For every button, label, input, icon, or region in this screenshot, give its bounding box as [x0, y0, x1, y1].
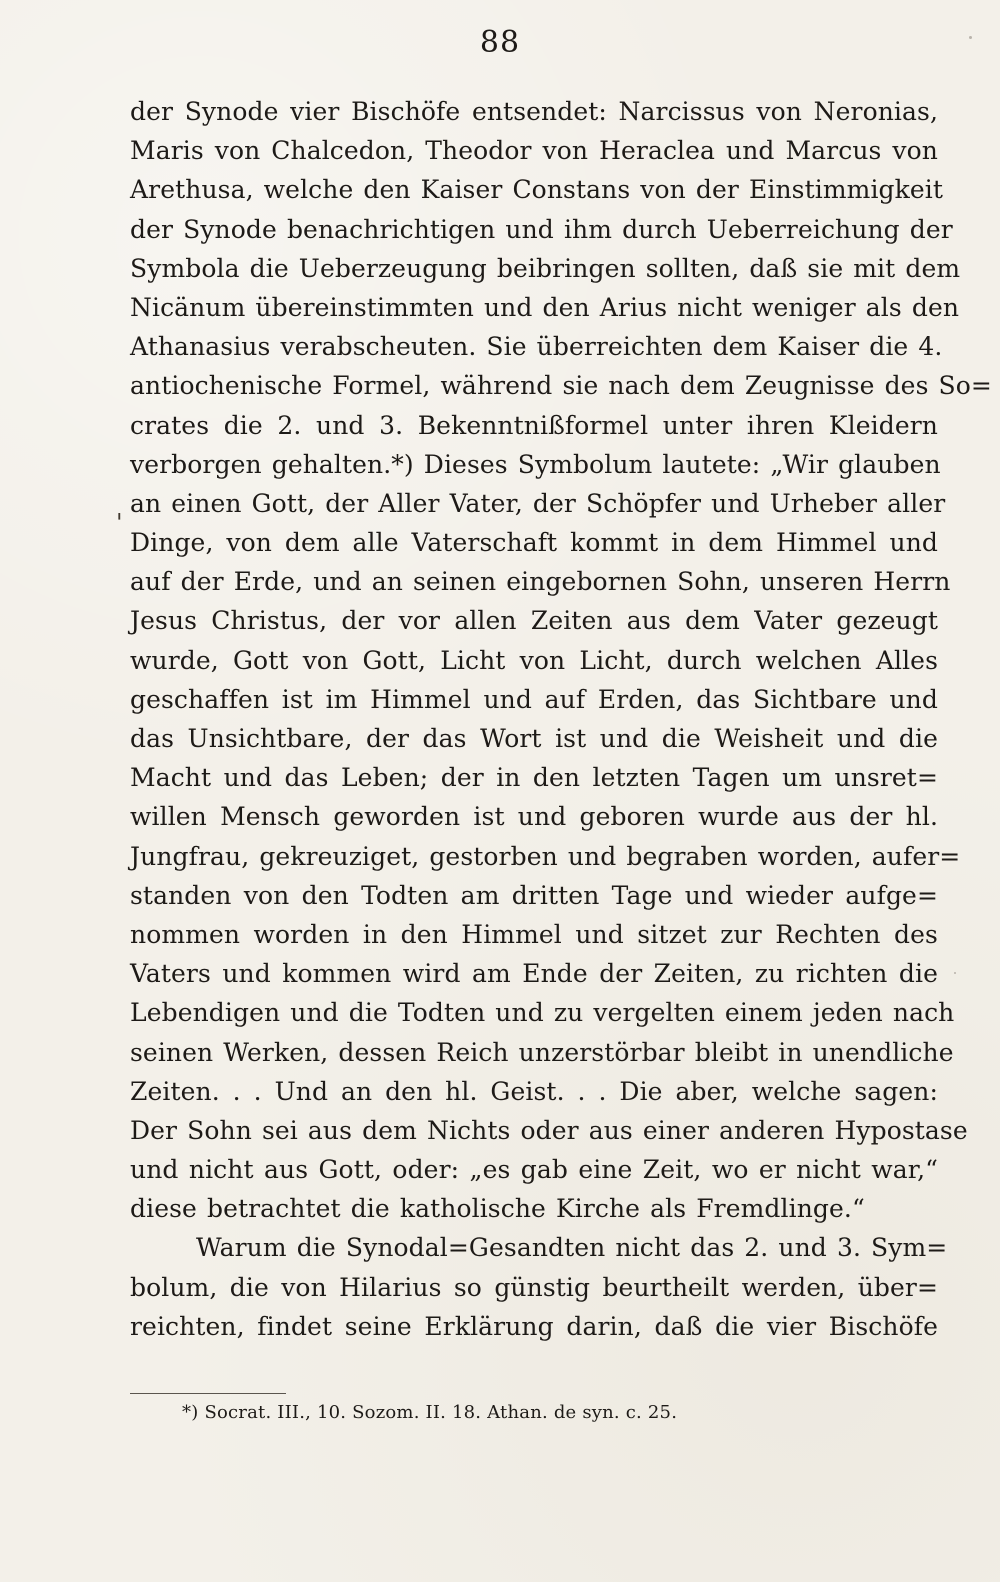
text-line: und nicht aus Gott, oder: „es gab eine Zeit, wo er nicht war,“ — [130, 1155, 938, 1185]
text-line: seinen Werken, dessen Reich unzerstörbar bleibt in unendliche — [130, 1037, 954, 1067]
text-line: Dinge, von dem alle Vaterschaft kommt in dem Himmel und — [130, 528, 938, 558]
footnote — [182, 1402, 677, 1424]
page-speck — [954, 972, 956, 974]
text-line: Warum die Synodal=Gesandten nicht das 2. und 3. Sym= — [196, 1233, 948, 1263]
text-line: antiochenische Formel, während sie nach dem Zeugnisse des So= — [130, 371, 992, 401]
text-line: der Synode benachrichtigen und ihm durch Ueberreichung der — [130, 214, 953, 244]
text-line: Maris von Chalcedon, Theodor von Heraclea und Marcus von — [130, 136, 938, 166]
text-line: Vaters und kommen wird am Ende der Zeiten, zu richten die — [130, 959, 938, 989]
text-line: Jungfrau, gekreuziget, gestorben und begraben worden, aufer= — [130, 841, 961, 871]
text-line: willen Mensch geworden ist und geboren wurde aus der hl. — [130, 802, 938, 832]
text-line: Lebendigen und die Todten und zu vergelten einem jeden nach — [130, 998, 955, 1028]
margin-mark: ' — [116, 509, 123, 537]
footnote-divider — [130, 1393, 286, 1394]
footnote-text: Socrat. III., 10. Sozom. II. 18. Athan. de syn. c. 25. — [204, 1402, 678, 1423]
text-line: Athanasius verabscheuten. Sie überreichten dem Kaiser die 4. — [130, 332, 943, 362]
text-line: reichten, findet seine Erklärung darin, daß die vier Bischöfe — [130, 1311, 938, 1341]
text-line: verborgen gehalten.*) Dieses Symbolum lautete: „Wir glauben — [130, 449, 941, 479]
text-line: Symbola die Ueberzeugung beibringen sollten, daß sie mit dem — [130, 253, 961, 283]
main-text-block — [130, 92, 992, 1346]
text-line: an einen Gott, der Aller Vater, der Schöpfer und Urheber aller — [130, 488, 946, 518]
footnote-marker: *) — [182, 1402, 199, 1423]
text-line: das Unsichtbare, der das Wort ist und die Weisheit und die — [130, 724, 938, 753]
text-line: Nicänum übereinstimmten und den Arius nicht weniger als den — [130, 292, 960, 322]
text-line: Macht und das Leben; der in den letzten Tagen um unsret= — [130, 763, 938, 793]
text-line: geschaffen ist im Himmel und auf Erden, das Sichtbare und — [130, 684, 938, 714]
text-line: wurde, Gott von Gott, Licht von Licht, durch welchen Alles — [130, 645, 938, 675]
text-line: Arethusa, welche den Kaiser Constans von der Einstimmigkeit — [130, 175, 944, 205]
text-line: Zeiten. . . Und an den hl. Geist. . . Die aber, welche sagen: — [130, 1076, 938, 1106]
text-line: diese betrachtet die katholische Kirche als Fremdlinge.“ — [130, 1194, 865, 1224]
text-line: bolum, die von Hilarius so günstig beurtheilt werden, über= — [130, 1272, 938, 1302]
text-line: nommen worden in den Himmel und sitzet zur Rechten des — [130, 919, 938, 949]
text-line: Der Sohn sei aus dem Nichts oder aus einer anderen Hypostase — [130, 1115, 968, 1145]
text-line: der Synode vier Bischöfe entsendet: Narcissus von Neronias, — [130, 97, 938, 126]
text-line: Jesus Christus, der vor allen Zeiten aus dem Vater gezeugt — [130, 606, 938, 636]
text-line: auf der Erde, und an seinen eingebornen Sohn, unseren Herrn — [130, 567, 951, 597]
text-line: crates die 2. und 3. Bekenntnißformel unter ihren Kleidern — [130, 410, 938, 440]
text-line: standen von den Todten am dritten Tage und wieder aufge= — [130, 880, 938, 910]
page-number: 88 — [479, 25, 521, 60]
